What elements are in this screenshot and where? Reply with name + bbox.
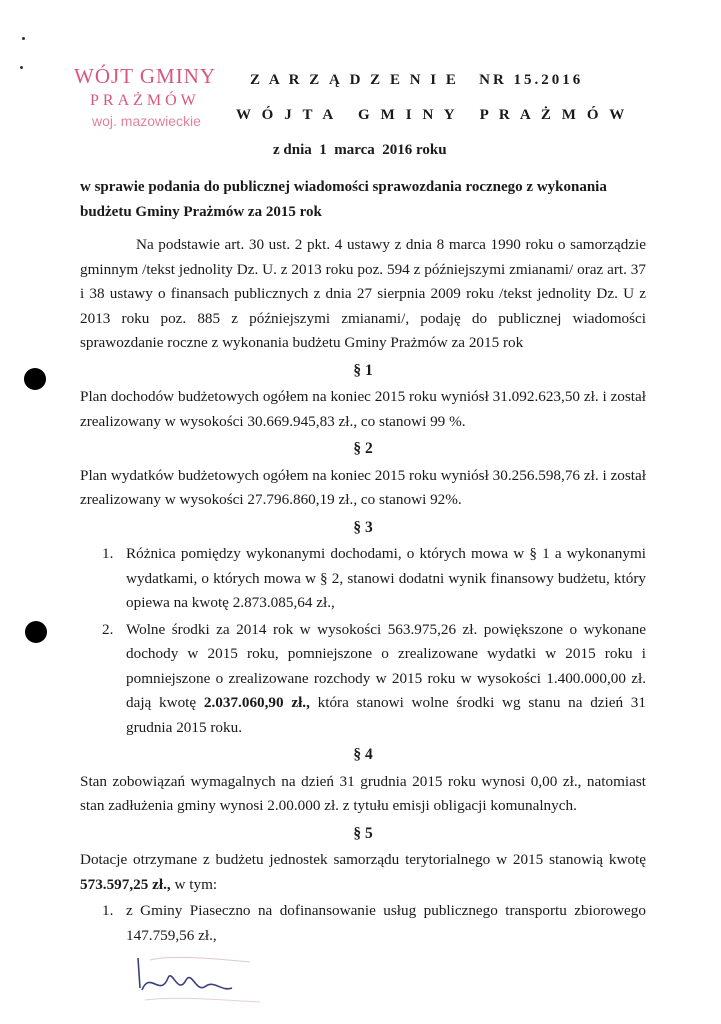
- highlight-amount: 2.037.060,90 zł.,: [203, 694, 310, 711]
- list-number: 1.: [102, 902, 114, 919]
- list-text-part: która stanowi wolne środki wg stanu na dzień 31 grudnia 2015 roku.: [126, 694, 646, 736]
- punch-hole-dot: [25, 621, 47, 643]
- list-number: 2.: [102, 620, 114, 638]
- section-heading-5: § 5: [353, 824, 373, 842]
- stamp-line-1: WÓJT GMINY: [74, 64, 217, 88]
- list-text: [126, 618, 646, 741]
- section-4-text: Stan zobowiązań wymagalnych na dzień 31 grudnia 2015 roku wynosi 0,00 zł., natomiast stan zadłużenia gminy wynosi 2.00.000 zł. z tytułu emisji obligacji komunalnych.: [80, 772, 646, 814]
- scan-mark: [22, 37, 25, 40]
- intro-paragraph: Na podstawie art. 30 ust. 2 pkt. 4 ustawy z dnia 8 marca 1990 roku o samorządzie gminnym /tekst jednolity Dz. U. z 2013 roku poz. 594 z późniejszymi zmianami/ oraz art. 37 i 38 ustawy o finansach publicznych z dnia 27 sierpnia 2009 roku /tekst jednolity Dz. U z 2013 roku poz. 885 z późniejszymi zmianami/, podaję do publicznej wiadomości sprawozdanie roczne z wykonania budżetu Gminy Prażmów za 2015 rok: [80, 236, 646, 351]
- list-item: [102, 618, 646, 741]
- official-stamp: [74, 66, 234, 128]
- section-heading-3: § 3: [353, 518, 373, 536]
- document-subject: w sprawie podania do publicznej wiadomości sprawozdania rocznego z wykonania budżetu Gminy Prażmów za 2015 rok: [80, 179, 607, 220]
- section-5-text-part: w tym:: [174, 875, 218, 893]
- list-item: [102, 899, 646, 948]
- signature-mark: [120, 950, 270, 1010]
- section-5-list: [80, 899, 646, 948]
- highlight-amount: 573.597,25 zł.,: [80, 875, 171, 893]
- section-heading-2: § 2: [353, 440, 373, 457]
- stamp-line-2: PRAŻMÓW: [90, 92, 200, 109]
- list-text: z Gminy Piaseczno na dofinansowanie usług publicznego transportu zbiorowego 147.759,56 zł.,: [126, 902, 646, 944]
- stamp-line-3: woj. mazowieckie: [92, 113, 201, 129]
- list-item: [102, 542, 646, 616]
- document-issuer: W Ó J T A G M I N Y P R A Ż M Ó W: [236, 107, 628, 123]
- document-body: [80, 233, 646, 948]
- punch-hole-dot: [24, 368, 46, 390]
- list-text-part: Wolne środki za 2014 rok w wysokości 563.975,26 zł. powiększone o wykonane dochody w 2015 roku, pomniejszone o zrealizowane wydatki w 2015 roku i pomniejszone o zrealizowane rozchody w 2015 roku w wysokości 1.400.000,00 zł. dają kwotę: [126, 620, 646, 711]
- document-date: z dnia 1 marca 2016 roku: [273, 142, 447, 158]
- section-5-text: [80, 848, 646, 897]
- section-heading-1: § 1: [353, 361, 373, 379]
- section-5-text-part: Dotacje otrzymane z budżetu jednostek samorządu terytorialnego w 2015 stanowią kwotę: [80, 851, 646, 868]
- section-1-text: Plan dochodów budżetowych ogółem na koniec 2015 roku wyniósł 31.092.623,50 zł. i został zrealizowany w wysokości 30.669.945,83 zł., co stanowi 99 %.: [80, 388, 646, 430]
- list-text: Różnica pomiędzy wykonanymi dochodami, o których mowa w § 1 a wykonanymi wydatkami, o których mowa w § 2, stanowi dodatni wynik finansowy budżetu, który opiewa na kwotę 2.873.085,64 zł.,: [126, 545, 646, 611]
- scan-mark: [20, 66, 23, 69]
- section-2-text: Plan wydatków budżetowych ogółem na koniec 2015 roku wyniósł 30.256.598,76 zł. i został zrealizowany w wysokości 27.796.860,19 zł., co stanowi 92%.: [80, 466, 646, 508]
- document-title: Z A R Z Ą D Z E N I E NR 15.2016: [250, 72, 584, 88]
- list-number: 1.: [102, 545, 114, 562]
- section-3-list: [80, 542, 646, 740]
- section-heading-4: § 4: [353, 746, 373, 763]
